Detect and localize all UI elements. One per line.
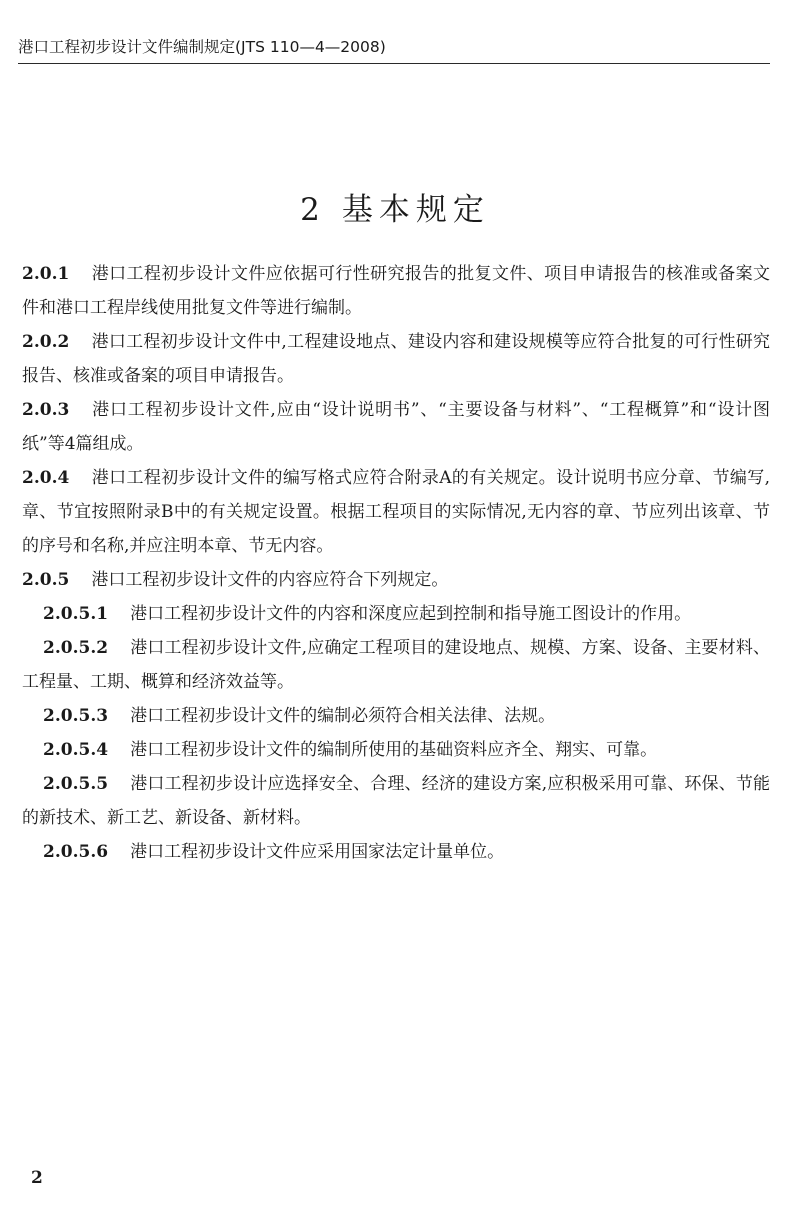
clause-number: 2.0.2	[22, 332, 70, 352]
clause-text: 港口工程初步设计文件应采用国家法定计量单位。	[130, 842, 505, 862]
clause-number: 2.0.5.3	[43, 706, 109, 726]
clause-list	[22, 257, 770, 869]
clause-2-0-1	[22, 257, 770, 325]
clause-2-0-4	[22, 461, 770, 563]
clause-text: 港口工程初步设计文件的编制必须符合相关法律、法规。	[130, 706, 556, 726]
chapter-number: 2	[300, 192, 320, 228]
chapter-title: 基本规定	[341, 192, 490, 228]
clause-text: 港口工程初步设计文件的编写格式应符合附录A的有关规定。设计说明书应分章、节编写,章、节宜按照附录B中的有关规定设置。根据工程项目的实际情况,无内容的章、节应列出该章、节的序号和名称,并应注明本章、节无内容。	[22, 468, 770, 556]
clause-2-0-5-2	[22, 631, 770, 699]
clause-number: 2.0.5.5	[43, 774, 109, 794]
clause-number: 2.0.5.2	[43, 638, 109, 658]
clause-2-0-5-3	[22, 699, 770, 733]
clause-2-0-3	[22, 393, 770, 461]
page-number: 2	[31, 1168, 43, 1188]
clause-text: 港口工程初步设计文件应依据可行性研究报告的批复文件、项目申请报告的核准或备案文件和港口工程岸线使用批复文件等进行编制。	[22, 264, 770, 318]
chapter-heading	[0, 190, 790, 230]
clause-text: 港口工程初步设计应选择安全、合理、经济的建设方案,应积极采用可靠、环保、节能的新技术、新工艺、新设备、新材料。	[22, 774, 770, 828]
clause-number: 2.0.5.1	[43, 604, 109, 624]
clause-2-0-2	[22, 325, 770, 393]
clause-number: 2.0.5	[22, 570, 70, 590]
clause-text: 港口工程初步设计文件的内容和深度应起到控制和指导施工图设计的作用。	[130, 604, 692, 624]
clause-2-0-5-1	[22, 597, 770, 631]
clause-number: 2.0.5.6	[43, 842, 109, 862]
running-header: 港口工程初步设计文件编制规定(JTS 110—4—2008)	[18, 38, 386, 56]
clause-number: 2.0.4	[22, 468, 70, 488]
clause-number: 2.0.1	[22, 264, 70, 284]
clause-2-0-5-4	[22, 733, 770, 767]
header-rule	[18, 63, 770, 64]
clause-number: 2.0.3	[22, 400, 70, 420]
clause-2-0-5	[22, 563, 770, 597]
clause-text: 港口工程初步设计文件中,工程建设地点、建设内容和建设规模等应符合批复的可行性研究报告、核准或备案的项目申请报告。	[22, 332, 770, 386]
clause-2-0-5-5	[22, 767, 770, 835]
clause-text: 港口工程初步设计文件,应由“设计说明书”、“主要设备与材料”、“工程概算”和“设计图纸”等4篇组成。	[22, 400, 770, 454]
clause-text: 港口工程初步设计文件,应确定工程项目的建设地点、规模、方案、设备、主要材料、工程量、工期、概算和经济效益等。	[22, 638, 770, 692]
clause-2-0-5-6	[22, 835, 770, 869]
clause-number: 2.0.5.4	[43, 740, 109, 760]
clause-text: 港口工程初步设计文件的编制所使用的基础资料应齐全、翔实、可靠。	[130, 740, 658, 760]
clause-text: 港口工程初步设计文件的内容应符合下列规定。	[91, 570, 449, 590]
